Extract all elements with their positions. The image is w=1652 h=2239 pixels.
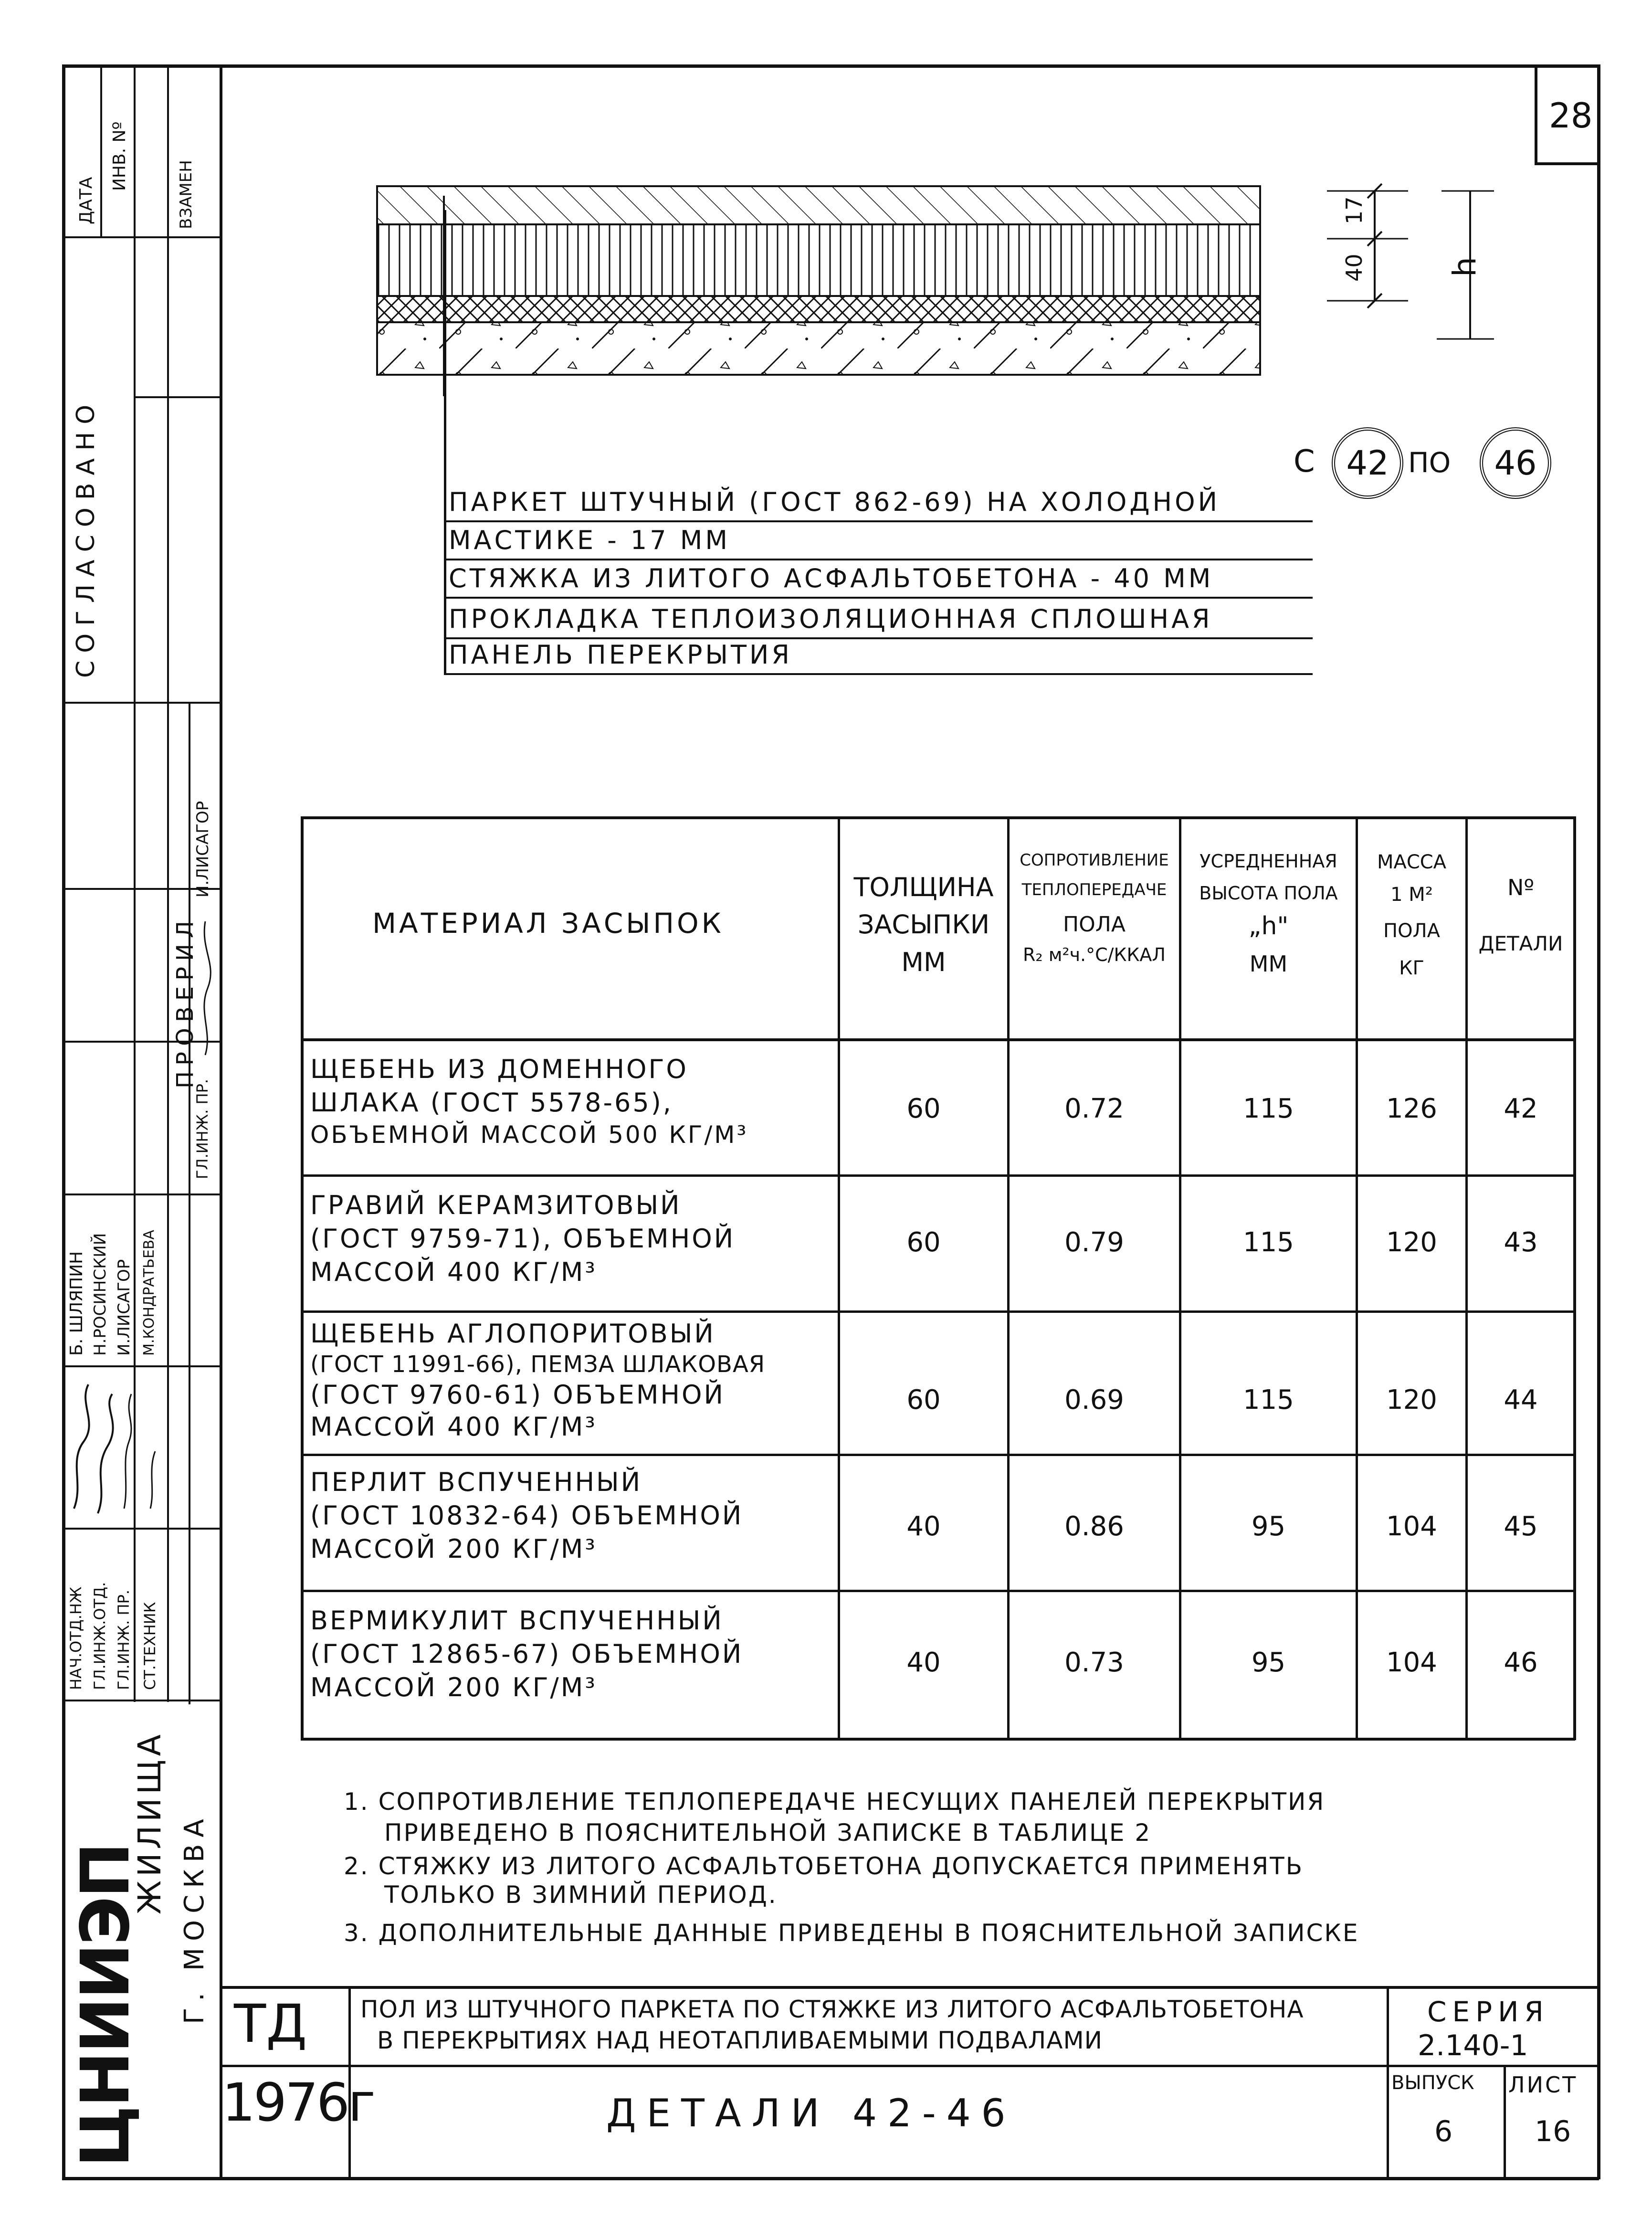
layer-label-4: ПРОКЛАДКА ТЕПЛОИЗОЛЯЦИОННАЯ СПЛОШНАЯ — [449, 604, 1213, 634]
row3-material-line2: (ГОСТ 11991-66), ПЕМЗА ШЛАКОВАЯ — [310, 1351, 766, 1378]
vypusk-label: ВЫПУСК — [1391, 2072, 1474, 2094]
layer-label-3: СТЯЖКА ИЗ ЛИТОГО АСФАЛЬТОБЕТОНА - 40 ММ — [449, 563, 1214, 593]
title-line-2: В ПЕРЕКРЫТИЯХ НАД НЕОТАПЛИВАЕМЫМИ ПОДВАЛАМИ — [377, 2027, 1103, 2054]
title-block-top — [220, 1986, 1599, 1989]
page-number-box-left — [1535, 64, 1537, 165]
layer-underline-4 — [444, 637, 1313, 639]
stamp-row-line-3 — [62, 702, 222, 704]
stamp-row-line-1 — [62, 236, 222, 238]
dim-h-label: h — [1446, 257, 1483, 277]
dim-17-label: 17 — [1341, 196, 1367, 224]
row4-material-line1: ПЕРЛИТ ВСПУЧЕННЫЙ — [310, 1467, 642, 1497]
row4-detail: 45 — [1504, 1511, 1538, 1542]
layer-underline-2 — [444, 559, 1313, 560]
row3-thickness: 60 — [906, 1384, 941, 1415]
dim-40-label: 40 — [1341, 253, 1367, 282]
frame-right — [1597, 64, 1600, 2179]
frame-top — [62, 64, 1599, 68]
vypusk-number: 6 — [1434, 2115, 1453, 2148]
frame-inner-left — [220, 64, 222, 2179]
floor-section-drawing — [363, 177, 1317, 396]
org-logo: ЦНИИЭП — [67, 1844, 145, 2167]
row1-material-line2: ШЛАКА (ГОСТ 5578-65), — [310, 1088, 673, 1118]
title-block-col-3 — [1504, 2065, 1506, 2179]
series-number: 2.140-1 — [1418, 2029, 1528, 2062]
stamp-name-2: Н.РОСИНСКИЙ — [91, 1233, 110, 1356]
header-detail-1: Nº — [1507, 875, 1535, 900]
row2-material-line1: ГРАВИЙ КЕРАМЗИТОВЫЙ — [310, 1190, 682, 1220]
header-thickness-2: ЗАСЫПКИ — [857, 909, 990, 940]
row4-material-line2: (ГОСТ 10832-64) ОБЪЕМНОЙ — [310, 1500, 744, 1531]
header-height-3: „h" — [1248, 911, 1289, 940]
table-col-0 — [301, 816, 304, 1740]
header-resistance-3: ПОЛА — [1063, 912, 1126, 937]
header-mass-2: 1 М² — [1390, 884, 1433, 906]
row1-thickness: 60 — [906, 1093, 941, 1124]
row4-resistance: 0.86 — [1064, 1511, 1124, 1542]
row4-thickness: 40 — [906, 1511, 941, 1542]
stamp-name-1: Б. ШЛЯПИН — [67, 1251, 86, 1356]
stamp-row-line-8 — [62, 1528, 222, 1530]
row5-material — [310, 1604, 743, 1705]
stamp-row-line-9 — [62, 1700, 222, 1701]
row3-detail: 44 — [1504, 1384, 1538, 1415]
row3-material-line3: (ГОСТ 9760-61) ОБЪЕМНОЙ — [310, 1379, 725, 1410]
stamp-role-4: СТ.ТЕХНИК — [141, 1602, 159, 1690]
stamp-proveril-label: ПРОВЕРИЛ — [172, 915, 199, 1088]
header-resistance-1: СОПРОТИВЛЕНИЕ — [1020, 851, 1169, 870]
header-thickness-1: ТОЛЩИНА — [853, 872, 994, 902]
row4-material-line3: МАССОЙ 200 КГ/М³ — [310, 1534, 597, 1564]
layer-underline-1 — [444, 520, 1313, 522]
note-1-cont: ПРИВЕДЕНО В ПОЯСНИТЕЛЬНОЙ ЗАПИСКЕ В ТАБЛИЦЕ 2 — [384, 1819, 1152, 1847]
org-suffix: ЖИЛИЩА — [131, 1731, 168, 1914]
frame-left — [62, 64, 65, 2179]
row3-resistance: 0.69 — [1064, 1384, 1124, 1415]
page-number-box-bottom — [1535, 162, 1599, 165]
range-to-label: ПО — [1408, 446, 1451, 479]
table-header-bottom — [301, 1038, 1575, 1041]
row1-material-line1: ЩЕБЕНЬ ИЗ ДОМЕННОГО — [310, 1054, 688, 1084]
row2-height: 115 — [1243, 1227, 1294, 1258]
stamp-col-line-1 — [100, 64, 102, 236]
title-subtitle: ДЕТАЛИ 42-46 — [606, 2091, 1016, 2135]
row4-height: 95 — [1251, 1511, 1286, 1542]
stamp-name-3: И.ЛИСАГОР — [115, 1259, 134, 1356]
row2-thickness: 60 — [906, 1227, 941, 1258]
header-height-1: УСРЕДНЕННАЯ — [1200, 851, 1337, 872]
header-resistance-4: R₂ м²ч.°С/ККАЛ — [1022, 944, 1166, 965]
stamp-gl-inzh-label: ГЛ.ИНЖ. ПР. — [193, 1078, 211, 1179]
range-from-label: С — [1294, 444, 1315, 479]
checker-signature — [191, 907, 220, 1065]
row5-material-line3: МАССОЙ 200 КГ/М³ — [310, 1672, 597, 1703]
row5-material-line2: (ГОСТ 12865-67) ОБЪЕМНОЙ — [310, 1639, 744, 1669]
row1-resistance: 0.72 — [1064, 1093, 1124, 1124]
header-thickness-3: ММ — [901, 947, 946, 977]
stamp-checker-name: И.ЛИСАГОР — [193, 801, 212, 898]
range-to-number: 46 — [1494, 444, 1537, 483]
stamp-soglasovano-label: СОГЛАСОВАНО — [72, 397, 100, 678]
row3-material-line1: ЩЕБЕНЬ АГЛОПОРИТОВЫЙ — [310, 1319, 716, 1349]
note-2: 2. СТЯЖКУ ИЗ ЛИТОГО АСФАЛЬТОБЕТОНА ДОПУСКАЕТСЯ ПРИМЕНЯТЬ — [344, 1852, 1304, 1880]
row1-material — [310, 1053, 748, 1151]
layer-label-2: МАСТИКЕ - 17 ММ — [449, 525, 730, 555]
row2-material — [310, 1189, 735, 1289]
row2-resistance: 0.79 — [1064, 1227, 1124, 1258]
header-resistance-2: ТЕПЛОПЕРЕДАЧЕ — [1021, 880, 1167, 900]
title-year: 1976г — [222, 2072, 374, 2133]
row3-height: 115 — [1243, 1384, 1294, 1415]
header-detail — [1468, 874, 1574, 957]
title-block-col-2 — [1387, 1986, 1389, 2179]
row5-height: 95 — [1251, 1647, 1286, 1678]
range-to-circle — [1480, 427, 1551, 499]
stamp-row-line-2 — [134, 396, 222, 398]
row3-mass: 120 — [1386, 1384, 1437, 1415]
row1-height: 115 — [1243, 1093, 1294, 1124]
title-block-mid — [220, 2065, 1599, 2067]
stamp-vzamen-label: ВЗАМЕН — [177, 160, 196, 229]
page-number: 28 — [1549, 95, 1593, 136]
layer-label-5: ПАНЕЛЬ ПЕРЕКРЫТИЯ — [449, 640, 792, 670]
header-material: МАТЕРИАЛ ЗАСЫПОК — [372, 907, 724, 940]
note-2-cont: ТОЛЬКО В ЗИМНИЙ ПЕРИОД. — [384, 1881, 778, 1909]
list-label: ЛИСТ — [1508, 2072, 1578, 2098]
row4-mass: 104 — [1386, 1511, 1437, 1542]
signatures — [64, 1365, 189, 1528]
header-mass-1: МАССА — [1377, 851, 1447, 873]
row3-material — [310, 1318, 765, 1443]
row2-material-line2: (ГОСТ 9759-71), ОБЪЕМНОЙ — [310, 1224, 736, 1254]
header-thickness — [840, 869, 1007, 981]
org-city: Г. МОСКВА — [179, 1812, 210, 2024]
table-row4-bottom — [301, 1590, 1575, 1592]
layer-underline-3 — [444, 597, 1313, 599]
row4-material — [310, 1466, 743, 1566]
header-height-4: ММ — [1249, 951, 1288, 977]
layer-label-1: ПАРКЕТ ШТУЧНЫЙ (ГОСТ 862-69) НА ХОЛОДНОЙ — [449, 487, 1221, 517]
stamp-role-3: ГЛ.ИНЖ. ПР. — [115, 1589, 133, 1690]
row1-detail: 42 — [1504, 1093, 1538, 1124]
stamp-row-line-6 — [62, 1193, 222, 1195]
header-mass-3: ПОЛА — [1383, 920, 1440, 942]
stamp-name-4: М.КОНДРАТЬЕВА — [141, 1230, 158, 1356]
series-label: СЕРИЯ — [1427, 1996, 1549, 2028]
row5-material-line1: ВЕРМИКУЛИТ ВСПУЧЕННЫЙ — [310, 1605, 724, 1636]
list-number: 16 — [1535, 2115, 1571, 2148]
stamp-role-2: ГЛ.ИНЖ.ОТД. — [91, 1582, 109, 1690]
stamp-date-label: ДАТА — [76, 177, 96, 224]
header-detail-2: ДЕТАЛИ — [1478, 931, 1563, 955]
row5-resistance: 0.73 — [1064, 1647, 1124, 1678]
header-height-2: ВЫСОТА ПОЛА — [1199, 883, 1338, 904]
row2-detail: 43 — [1504, 1227, 1538, 1258]
row1-material-line3: ОБЪЕМНОЙ МАССОЙ 500 КГ/М³ — [310, 1121, 748, 1149]
frame-bottom — [62, 2177, 1599, 2180]
header-resistance — [1010, 850, 1179, 967]
note-3: 3. ДОПОЛНИТЕЛЬНЫЕ ДАННЫЕ ПРИВЕДЕНЫ В ПОЯСНИТЕЛЬНОЙ ЗАПИСКЕ — [344, 1919, 1359, 1947]
row5-thickness: 40 — [906, 1647, 941, 1678]
table-top — [301, 816, 1575, 819]
range-from-number: 42 — [1346, 444, 1389, 483]
row5-mass: 104 — [1386, 1647, 1437, 1678]
stamp-role-1: НАЧ.ОТД.НЖ — [67, 1586, 85, 1690]
title-line-1: ПОЛ ИЗ ШТУЧНОГО ПАРКЕТА ПО СТЯЖКЕ ИЗ ЛИТОГО АСФАЛЬТОБЕТОНА — [360, 1996, 1304, 2023]
note-1: 1. СОПРОТИВЛЕНИЕ ТЕПЛОПЕРЕДАЧЕ НЕСУЩИХ ПАНЕЛЕЙ ПЕРЕКРЫТИЯ — [344, 1788, 1326, 1816]
layer-leader-line — [444, 210, 446, 673]
table-row2-bottom — [301, 1310, 1575, 1313]
row2-mass: 120 — [1386, 1227, 1437, 1258]
row3-material-line4: МАССОЙ 400 КГ/М³ — [310, 1412, 597, 1442]
row5-detail: 46 — [1504, 1647, 1538, 1678]
stamp-inv-label: ИНВ. Nº — [110, 121, 129, 191]
row1-mass: 126 — [1386, 1093, 1437, 1124]
table-row3-bottom — [301, 1454, 1575, 1456]
header-mass-4: КГ — [1399, 957, 1424, 979]
header-mass — [1358, 850, 1465, 981]
title-td: ТД — [234, 1993, 307, 2054]
table-row1-bottom — [301, 1174, 1575, 1177]
row2-material-line3: МАССОЙ 400 КГ/М³ — [310, 1257, 597, 1288]
layer-underline-5 — [444, 673, 1313, 675]
range-from-circle — [1332, 427, 1403, 499]
header-height — [1181, 850, 1356, 979]
table-bottom — [301, 1738, 1575, 1741]
stamp-col-line-4 — [189, 702, 190, 1704]
